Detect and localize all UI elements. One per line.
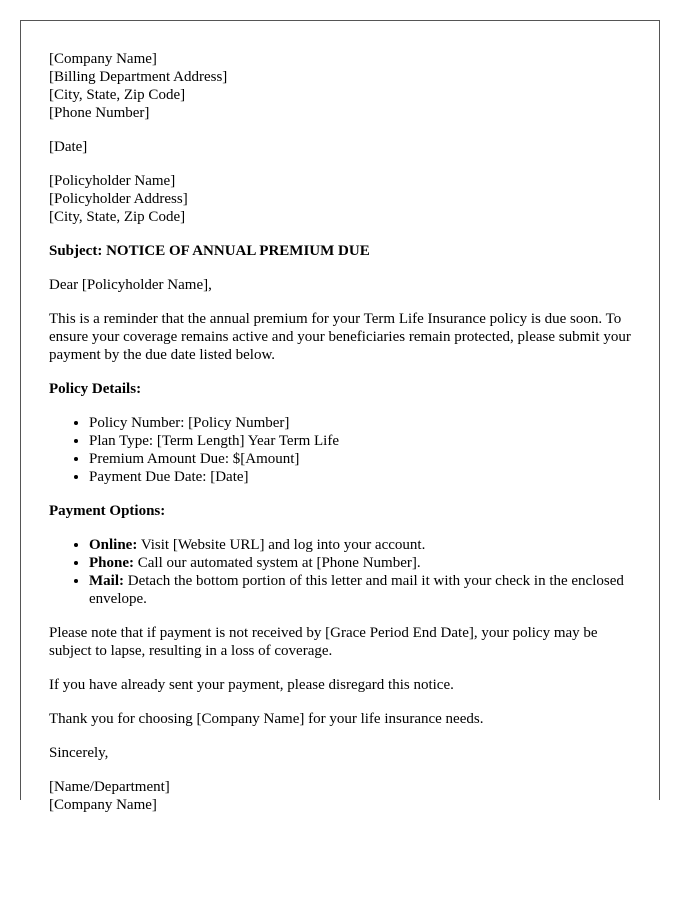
list-item: • Policy Number: [Policy Number] <box>89 414 631 432</box>
letter-date: [Date] <box>49 139 88 155</box>
payment-option-label: Phone: <box>89 555 134 571</box>
letter-page <box>20 20 660 813</box>
payment-option-label: Mail: <box>89 573 124 589</box>
sender-phone: [Phone Number] <box>49 105 150 121</box>
sender-city: [City, State, Zip Code] <box>49 87 186 103</box>
payment-options-heading: Payment Options: <box>49 503 166 519</box>
salutation: Dear [Policyholder Name], <box>49 277 212 293</box>
lapse-note: Please note that if payment is not received by [Grace Period End Date], your policy may be subject to lapse, resulting in a loss of coverage. <box>49 625 598 659</box>
subject-line: Subject: NOTICE OF ANNUAL PREMIUM DUE <box>49 243 370 259</box>
recipient-address: [Policyholder Address] <box>49 191 188 207</box>
sender-company: [Company Name] <box>49 51 157 67</box>
recipient-name: [Policyholder Name] <box>49 173 176 189</box>
list-item: • Payment Due Date: [Date] <box>89 468 631 486</box>
list-item: • Premium Amount Due: $[Amount] <box>89 450 631 468</box>
payment-option-label: Online: <box>89 537 138 553</box>
signature-block <box>49 778 631 814</box>
closing: Sincerely, <box>49 745 109 761</box>
payment-option-text: Call our automated system at [Phone Number]. <box>134 555 421 571</box>
policy-details-heading: Policy Details: <box>49 381 142 397</box>
payment-option-mail <box>89 572 631 608</box>
payment-options-list <box>49 536 631 608</box>
payment-option-online <box>89 536 631 554</box>
policy-details-list <box>49 414 631 486</box>
sender-address-block <box>49 50 631 122</box>
payment-option-phone <box>89 554 631 572</box>
list-item: • Plan Type: [Term Length] Year Term Life <box>89 432 631 450</box>
payment-option-text: Visit [Website URL] and log into your account. <box>137 537 426 553</box>
recipient-city: [City, State, Zip Code] <box>49 209 186 225</box>
payment-option-text: Detach the bottom portion of this letter and mail it with your check in the enclosed envelope. <box>89 573 624 607</box>
intro-paragraph: This is a reminder that the annual premium for your Term Life Insurance policy is due soon. To ensure your coverage remains active and your beneficiaries remain protected, please submit your payment by the due date listed below. <box>49 311 631 363</box>
disregard-note: If you have already sent your payment, please disregard this notice. <box>49 677 454 693</box>
sender-address: [Billing Department Address] <box>49 69 228 85</box>
thanks-paragraph: Thank you for choosing [Company Name] for your life insurance needs. <box>49 711 484 727</box>
signature-company: [Company Name] <box>49 797 157 813</box>
recipient-address-block <box>49 172 631 226</box>
signature-name: [Name/Department] <box>49 779 170 795</box>
